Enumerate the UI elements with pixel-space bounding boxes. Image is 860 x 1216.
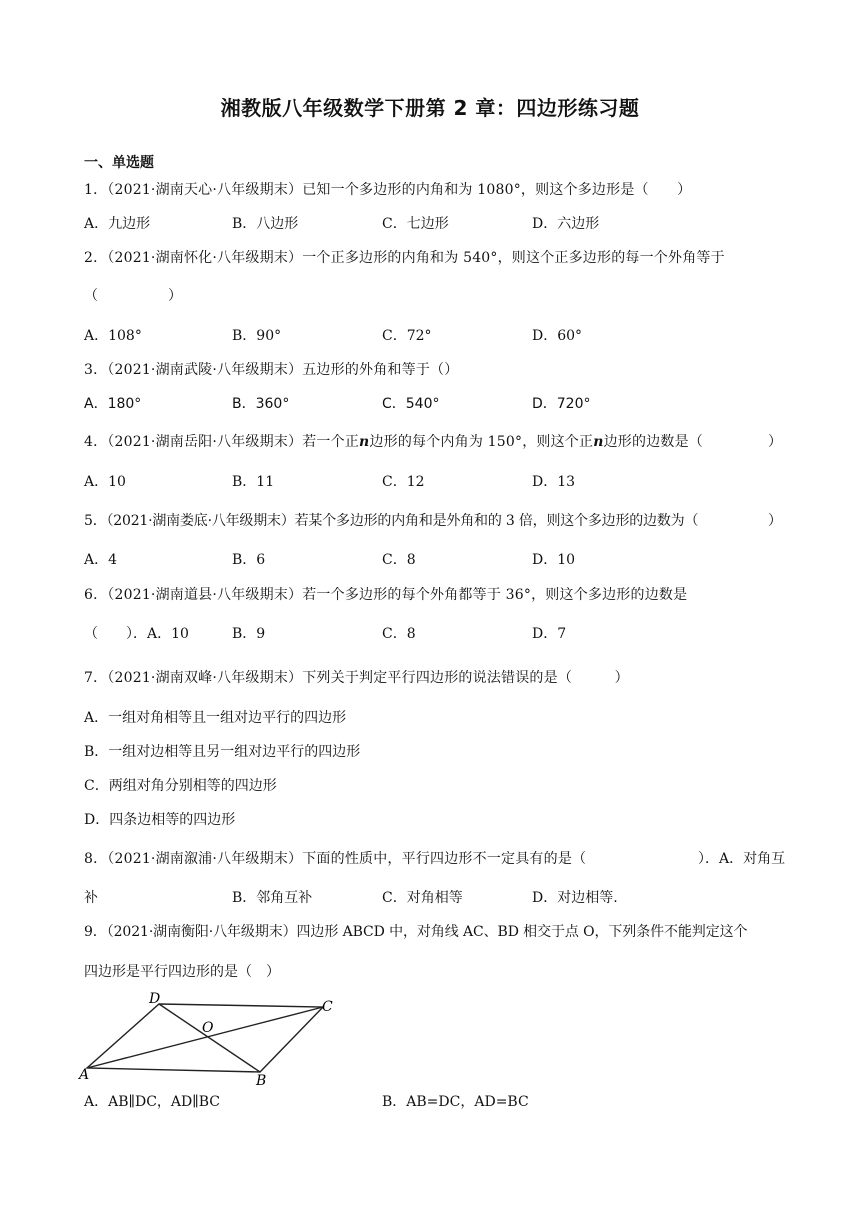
label-a: A [79,1067,90,1083]
question-7: 7．（2021·湖南双峰·八年级期末）下列关于判定平行四边形的说法错误的是（ ） [84,670,629,686]
q3-option-b: B．360° [232,396,290,412]
q4-text-a: 4．（2021·湖南岳阳·八年级期末）若一个正 [84,434,360,450]
q6-option-d: D．7 [532,626,567,642]
label-b: B [256,1073,267,1089]
question-6: 6．（2021·湖南道县·八年级期末）若一个多边形的每个外角都等于 36°，则这个多边形的边数是 [84,587,688,603]
q4-text-c: 边形的边数是（ [603,434,704,450]
q2-option-c: C．72° [382,328,432,344]
question-1: 1．（2021·湖南天心·八年级期末）已知一个多边形的内角和为 1080°，则这个多边形是（ ） [84,182,692,198]
q8-option-a-cont: 补 [84,890,98,906]
q3-option-d: D．720° [532,396,591,412]
q7-option-a: A．一组对角相等且一组对边平行的四边形 [84,710,347,726]
q5-close-paren: ） [768,513,782,529]
q7-option-c: C．两组对角分别相等的四边形 [84,778,277,794]
q4-option-c: C．12 [382,474,425,490]
q5-option-b: B．6 [232,552,266,568]
q8-option-c: C．对角相等 [382,890,463,906]
q4-text-b: 边形的每个内角为 150°，则这个正 [369,434,594,450]
label-o: O [202,1020,214,1036]
diagonal-bd [159,1004,260,1072]
q4-var-n-2: n [593,434,604,450]
q8-option-b: B．邻角互补 [232,890,313,906]
q4-var-n: n [359,434,370,450]
question-9: 9．（2021·湖南衡阳·八年级期末）四边形 ABCD 中，对角线 AC、BD 相交于点 O，下列条件不能判定这个 [84,924,748,940]
q4-option-d: D．13 [532,474,576,490]
question-2-blank: （ ） [84,288,182,304]
q9-option-a: A．AB∥DC，AD∥BC [84,1094,220,1110]
q3-option-c: C．540° [382,396,440,412]
diagonal-ac [87,1007,323,1068]
q7-option-d: D．四条边相等的四边形 [84,812,236,828]
page-title: 湘教版八年级数学下册第 2 章：四边形练习题 [220,96,640,120]
question-4 [84,432,703,452]
label-d: D [149,991,161,1007]
q6-option-b: B．9 [232,626,266,642]
q4-option-a: A．10 [84,474,126,490]
q2-option-b: B．90° [232,328,282,344]
question-9-cont: 四边形是平行四边形的是（ ） [84,964,280,980]
q5-option-d: D．10 [532,552,576,568]
q1-option-b: B．八边形 [232,216,299,232]
q4-option-b: B．11 [232,474,275,490]
q3-option-a: A．180° [84,396,142,412]
q8-option-a: ）．A．对角互 [698,851,786,867]
q2-option-a: A．108° [84,328,142,344]
q7-option-b: B．一组对边相等且另一组对边平行的四边形 [84,744,361,760]
q9-option-b: B．AB=DC，AD=BC [382,1094,529,1110]
q4-close-paren: ） [768,434,782,450]
q5-option-c: C．8 [382,552,416,568]
question-3: 3．（2021·湖南武陵·八年级期末）五边形的外角和等于（） [84,362,459,378]
q6-option-c: C．8 [382,626,416,642]
q8-option-d: D．对边相等. [532,890,618,906]
question-8: 8．（2021·湖南溆浦·八年级期末）下面的性质中，平行四边形不一定具有的是（ [84,851,587,867]
q6-option-a: （ ）．A．10 [84,626,189,642]
question-2: 2．（2021·湖南怀化·八年级期末）一个正多边形的内角和为 540°，则这个正多边形的每一个外角等于 [84,250,725,266]
q1-option-c: C．七边形 [382,216,449,232]
parallelogram-figure [76,990,346,1090]
label-c: C [322,999,333,1015]
q1-option-a: A．九边形 [84,216,151,232]
q5-option-a: A．4 [84,552,118,568]
q1-option-d: D．六边形 [532,216,600,232]
section-heading: 一、单选题 [84,155,154,171]
q2-option-d: D．60° [532,328,583,344]
question-5: 5．（2021·湖南娄底·八年级期末）若某个多边形的内角和是外角和的 3 倍，则这个多边形的边数为（ [84,513,699,529]
